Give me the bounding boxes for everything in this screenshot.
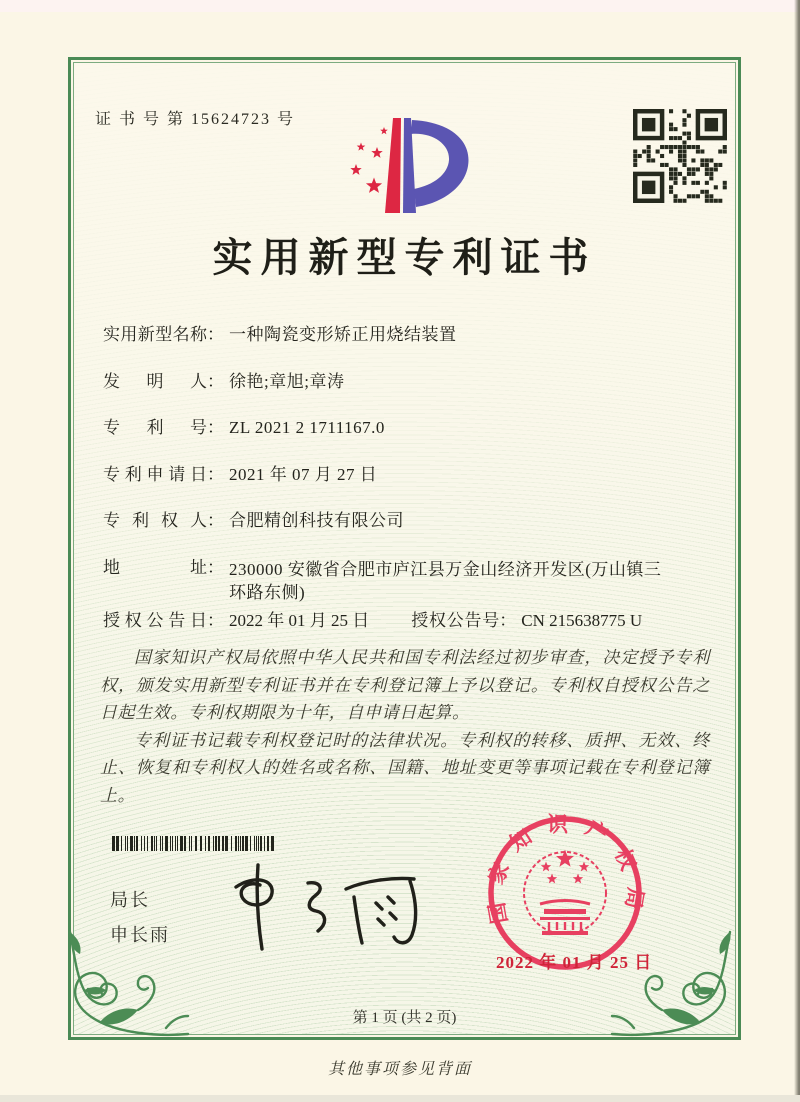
field-colon: ：: [207, 464, 224, 484]
field-row-patentee: [103, 511, 678, 530]
field-value: 徐艳;章旭;章涛: [229, 371, 345, 391]
back-note: 其他事项参见背面: [327, 1061, 472, 1078]
field-label: 授权公告号: [411, 610, 500, 630]
field-colon: ：: [207, 511, 224, 530]
certificate-number: 证 书 号 第 15624723 号: [95, 111, 296, 128]
corner-flourish-left-icon: [58, 930, 190, 1042]
certificate-fields: [103, 325, 678, 657]
field-value: 230000 安徽省合肥市庐江县万金山经济开发区(万山镇三环路东侧): [229, 559, 662, 602]
field-colon: ：: [499, 610, 517, 630]
field-row-filing-date: [103, 465, 678, 484]
legal-paragraph-2: 专利证书记载专利权登记时的法律状况。专利权的转移、质押、无效、终止、恢复和专利权人的姓名或名称、国籍、地址变更等事项记载在专利登记簿上。: [100, 730, 710, 805]
field-label: 地址: [103, 557, 207, 577]
official-seal-icon: [470, 805, 660, 970]
field-row-patent-number: [103, 418, 678, 437]
field-colon: ：: [207, 610, 224, 630]
officer-name: 申长雨: [110, 925, 170, 945]
seal-date: 2022 年 01 月 25 日: [496, 953, 653, 972]
field-value: 2021 年 07 月 27 日: [229, 464, 378, 484]
seal-ring-text: 国家知识产权局: [482, 812, 648, 926]
field-colon: ：: [207, 418, 224, 437]
officer-title: 局长: [110, 890, 150, 910]
grant-number-value: CN 215638775 U: [521, 610, 643, 630]
field-value: 一种陶瓷变形矫正用烧结装置: [229, 325, 457, 344]
scan-edge-right: [794, 0, 800, 1102]
field-label: 发明人: [103, 371, 207, 391]
qr-code: [633, 109, 727, 203]
svg-text:国家知识产权局: [482, 813, 648, 926]
scan-edge-top: [0, 0, 800, 12]
field-row-grant: [103, 611, 678, 630]
field-colon: ：: [207, 371, 224, 391]
grant-number-pair: [411, 611, 642, 630]
page-indicator: 第 1 页 (共 2 页): [352, 1010, 457, 1026]
field-colon: ：: [207, 557, 224, 577]
field-label: 授权公告日: [103, 610, 207, 630]
legal-text: [100, 644, 710, 809]
barcode: [112, 836, 275, 851]
legal-paragraph-1: 国家知识产权局依照中华人民共和国专利法经过初步审查，决定授予专利权，颁发实用新型专利证书并在专利登记簿上予以登记。专利权自授权公告之日起生效。专利权期限为十年，自申请日起算。: [100, 648, 710, 722]
field-label: 专利权人: [103, 511, 207, 530]
field-value: 合肥精创科技有限公司: [229, 511, 404, 530]
grant-date-value: 2022 年 01 月 25 日: [229, 610, 370, 630]
field-label: 专利申请日: [103, 464, 207, 484]
field-colon: ：: [207, 325, 224, 344]
field-row-inventors: [103, 372, 678, 391]
field-label: 专利号: [103, 418, 207, 437]
field-row-address: [103, 558, 678, 604]
field-row-name: [103, 325, 678, 344]
signature-shen-changyu: [222, 853, 432, 953]
certificate-title: 实用新型专利证书: [212, 235, 597, 280]
cnipa-logo-icon: [328, 108, 488, 218]
scan-edge-bottom: [0, 1095, 800, 1102]
field-label: 实用新型名称: [103, 325, 207, 344]
field-value: ZL 2021 2 1711167.0: [229, 418, 385, 437]
